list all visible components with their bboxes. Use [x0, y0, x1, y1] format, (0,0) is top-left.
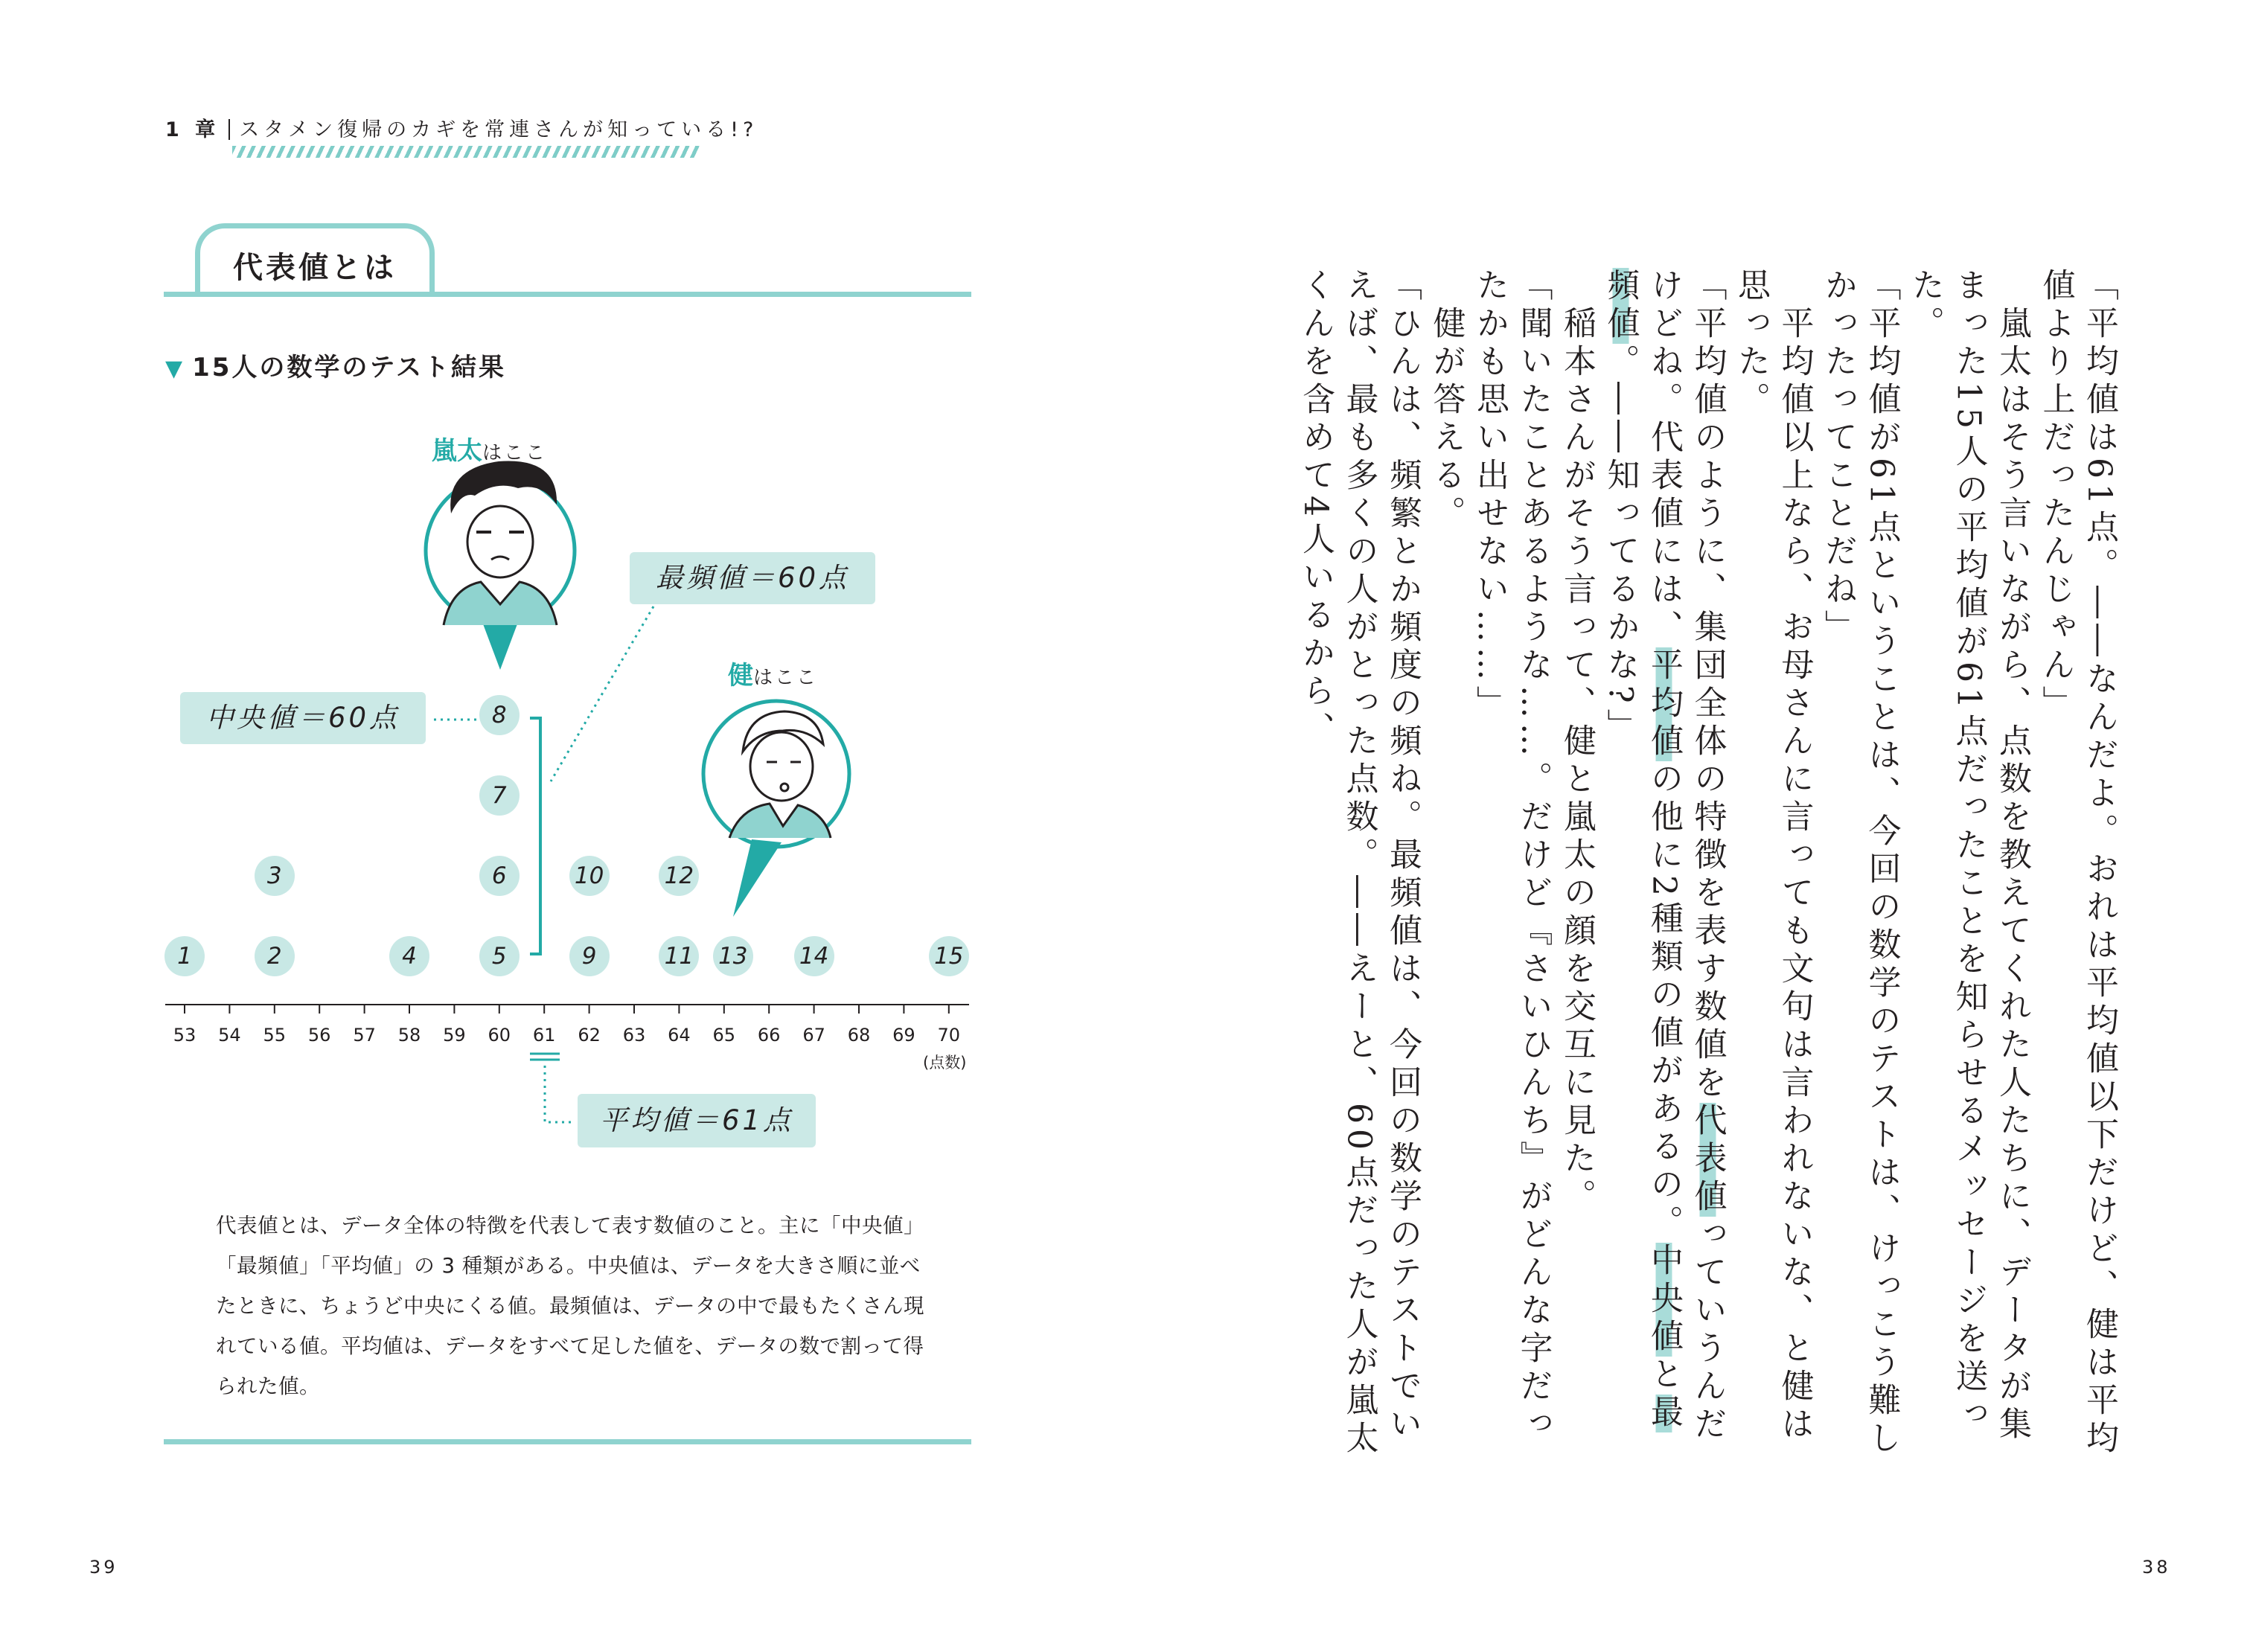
text-segment: 嵐太はそう言いながら、点数を教えてくれた人たちに、データが集まった15人の平均値が61点だったことを知らせるメッセージを送った。: [1906, 268, 2031, 1444]
page-number-left: 39: [89, 1557, 118, 1578]
student-dot-13: 13: [713, 936, 753, 976]
text-segment: と: [1645, 1357, 1683, 1395]
student-dot-4: 4: [389, 936, 429, 976]
novel-paragraph: [1816, 268, 1903, 1459]
arashi-label-rest: はここ: [482, 442, 548, 464]
x-tick-label: 69: [892, 1025, 915, 1046]
x-tick-label: 57: [353, 1025, 376, 1046]
definition-paragraph: 代表値とは、データ全体の特徴を代表して表す数値のこと。主に「中央値」「最頻値」「平均値」の 3 種類がある。中央値は、データを大きさ順に並べたときに、ちょうど中央にくる値。最頻値は、データの中で最もたくさん現れている値。平均値は、データをすべて足した値を、データの数で割って得られた値。: [216, 1214, 924, 1398]
student-dot-11: 11: [659, 936, 699, 976]
student-dot-12: 12: [659, 856, 699, 896]
student-dot-6: 6: [479, 856, 520, 896]
x-tick-label: 65: [712, 1025, 736, 1046]
novel-paragraph: [1903, 268, 2034, 1459]
text-segment: っていうんだけどね。代表値には、: [1645, 268, 1727, 1444]
x-axis-unit: (点数): [923, 1054, 967, 1072]
section-rule-bottom: [164, 1439, 971, 1444]
student-dot-8: 8: [479, 695, 520, 735]
text-segment: 。――知ってるかな?」: [1601, 344, 1640, 746]
text-segment: 「ひんは、頻繁とか頻度の頻ね。最頻値は、今回の数学のテストでいえば、最も多くの人がとった点数。――えーと、60点だった人が嵐太くんを含めて4人いるから、: [1297, 268, 1422, 1459]
x-tick-label: 56: [307, 1025, 331, 1046]
highlighted-term: 最頻値: [1601, 268, 1683, 1432]
mean-callout: 平均値＝61点: [578, 1094, 816, 1147]
x-tick-label: 58: [397, 1025, 421, 1046]
text-segment: 健が答える。: [1427, 268, 1466, 534]
mean-connector: [545, 1066, 573, 1122]
x-tick-label: 70: [937, 1025, 961, 1046]
novel-body-text: [1269, 268, 2120, 1459]
mode-callout: 最頻値＝60点: [630, 552, 875, 604]
x-tick-label: 53: [173, 1025, 196, 1046]
median-callout: 中央値＝60点: [180, 692, 426, 744]
student-dot-3: 3: [255, 856, 295, 896]
page-number-right: 38: [2142, 1557, 2171, 1578]
ken-name: 健: [728, 661, 753, 691]
text-segment: 「聞いたことあるような……。だけど『さいひんち』がどんな字だったかも思い出せない……」: [1471, 268, 1553, 1444]
x-tick-label: 67: [802, 1025, 825, 1046]
mean-marker: [530, 1054, 560, 1060]
text-segment: 「平均値のように、集団全体の特徴を表す数値を: [1688, 268, 1727, 1103]
text-segment: 平均値以上なら、お母さんに言っても文句は言われないな、と健は思った。: [1732, 268, 1814, 1444]
triangle-bullet-icon: ▼: [165, 356, 185, 382]
x-tick-label: 54: [218, 1025, 241, 1046]
novel-paragraph: [2033, 268, 2120, 1459]
text-segment: 「平均値は61点。――なんだよ。おれは平均値以下だけど、健は平均値より上だったんじゃん」: [2036, 268, 2118, 1459]
student-dot-1: 1: [164, 936, 205, 976]
student-dot-15: 15: [929, 936, 969, 976]
student-dot-9: 9: [569, 936, 610, 976]
chapter-title: スタメン復帰のカギを常連さんが知っている!?: [239, 118, 758, 141]
x-tick-label: 62: [578, 1025, 601, 1046]
x-axis: [0, 0, 1042, 1042]
student-dot-2: 2: [255, 936, 295, 976]
x-tick-label: 64: [668, 1025, 691, 1046]
x-tick-label: 60: [488, 1025, 511, 1046]
novel-paragraph: [1729, 268, 1816, 1459]
text-segment: 「平均値が61点ということは、今回の数学のテストは、けっこう難しかったってことだね」: [1819, 268, 1901, 1459]
chart-subtitle-text: 15人の数学のテスト結果: [192, 353, 507, 382]
highlighted-term: 代表値: [1688, 1103, 1727, 1217]
section-title: 代表値とは: [233, 251, 397, 285]
student-dot-10: 10: [569, 856, 610, 896]
arashi-name: 嵐太: [432, 436, 482, 466]
x-tick-label: 61: [532, 1025, 556, 1046]
student-dot-7: 7: [479, 775, 520, 816]
x-tick-label: 63: [622, 1025, 646, 1046]
highlighted-term: 平均値: [1645, 647, 1683, 761]
ken-label-rest: はここ: [753, 667, 819, 689]
x-tick-label: 66: [757, 1025, 781, 1046]
text-segment: 稲本さんがそう言って、健と嵐太の顔を交互に見た。: [1558, 268, 1596, 1217]
student-dot-14: 14: [794, 936, 834, 976]
novel-paragraph: [1555, 268, 1599, 1459]
novel-paragraph: [1424, 268, 1468, 1459]
novel-paragraph: [1294, 268, 1425, 1459]
x-tick-label: 55: [263, 1025, 287, 1046]
x-tick-label: 68: [847, 1025, 871, 1046]
novel-paragraph: [1468, 268, 1555, 1459]
text-segment: の他に2種類の値があるの。: [1645, 761, 1683, 1243]
x-tick-label: 59: [443, 1025, 466, 1046]
novel-paragraph: [1598, 268, 1729, 1459]
student-dot-5: 5: [479, 936, 520, 976]
chapter-number: 1 章: [165, 118, 220, 141]
highlighted-term: 中央値: [1645, 1243, 1683, 1357]
